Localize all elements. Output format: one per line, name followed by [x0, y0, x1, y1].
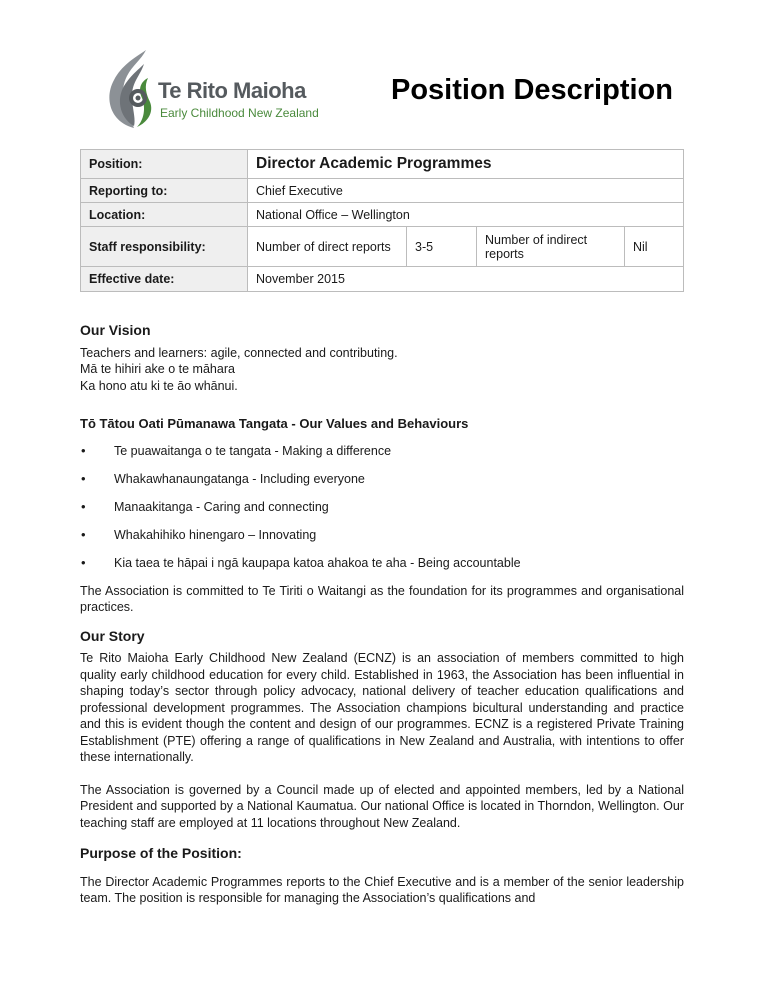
values-list — [80, 443, 684, 572]
list-item: • Whakahihiko hinengaro – Innovating — [80, 527, 684, 544]
table-row — [81, 203, 684, 227]
logo — [104, 48, 334, 128]
logo-subtitle: Early Childhood New Zealand — [160, 106, 319, 120]
reporting-label: Reporting to: — [81, 179, 248, 203]
vision-line: Teachers and learners: agile, connected and contributing. — [80, 345, 398, 360]
values-heading: Tō Tātou Oati Pūmanawa Tangata - Our Values and Behaviours — [80, 416, 469, 431]
effective-date-label: Effective date: — [81, 267, 248, 292]
table-row — [81, 227, 684, 267]
story-heading: Our Story — [80, 627, 145, 644]
table-row — [81, 267, 684, 292]
location-label: Location: — [81, 203, 248, 227]
direct-reports-label: Number of direct reports — [248, 227, 407, 267]
treaty-commitment: The Association is committed to Te Tiriti o Waitangi as the foundation for its programmes and organisational practices. — [80, 583, 684, 614]
effective-date-value: November 2015 — [248, 267, 684, 292]
fern-koru-icon — [104, 48, 164, 130]
staff-label: Staff responsibility: — [81, 227, 248, 267]
vision-text — [80, 345, 684, 395]
logo-wordmark: Te Rito Maioha — [158, 78, 306, 103]
position-label: Position: — [81, 150, 248, 179]
purpose-paragraph: The Director Academic Programmes reports to the Chief Executive and is a member of the senior leadership team. The position is responsible for managing the Association’s qualifications and — [80, 874, 684, 905]
reporting-value: Chief Executive — [248, 179, 684, 203]
table-row — [81, 179, 684, 203]
vision-heading: Our Vision — [80, 322, 151, 338]
direct-reports-value: 3-5 — [407, 227, 477, 267]
list-item: • Kia taea te hāpai i ngā kaupapa katoa ahakoa te aha - Being accountable — [80, 555, 684, 572]
story-paragraph: The Association is governed by a Council made up of elected and appointed members, led by a National President and supported by a National Kaumatua. Our national Office is located in Thorndon, Wellington. Our teaching staff are employed at 11 locations throughout New Zealand. — [80, 782, 684, 830]
list-item: • Whakawhanaungatanga - Including everyone — [80, 471, 684, 488]
position-value: Director Academic Programmes — [248, 150, 684, 179]
location-value: National Office – Wellington — [248, 203, 684, 227]
list-item: • Te puawaitanga o te tangata - Making a difference — [80, 443, 684, 460]
purpose-heading: Purpose of the Position: — [80, 845, 242, 861]
document-title: Position Description — [391, 74, 673, 106]
indirect-reports-label: Number of indirect reports — [477, 227, 625, 267]
list-item: • Manaakitanga - Caring and connecting — [80, 499, 684, 516]
table-row — [81, 150, 684, 179]
position-info-table — [80, 149, 684, 292]
indirect-reports-value: Nil — [625, 227, 684, 267]
story-paragraph: Te Rito Maioha Early Childhood New Zealand (ECNZ) is an association of members committed to high quality early childhood education for every child. Established in 1963, the Association has been influential in shaping today’s sector through policy advocacy, national delivery of teacher education qualifications and professional development programmes. The Association champions bicultural understanding and practice and this is evident though the content and design of our programmes. ECNZ is a registered Private Training Establishment (PTE) offering a range of qualifications in New Zealand and Australia, with intentions to offer these internationally. — [80, 651, 684, 764]
vision-line: Mā te hihiri ake o te māhara — [80, 362, 235, 376]
document-body — [80, 322, 684, 907]
vision-line: Ka hono atu ki te āo whānui. — [80, 378, 238, 393]
